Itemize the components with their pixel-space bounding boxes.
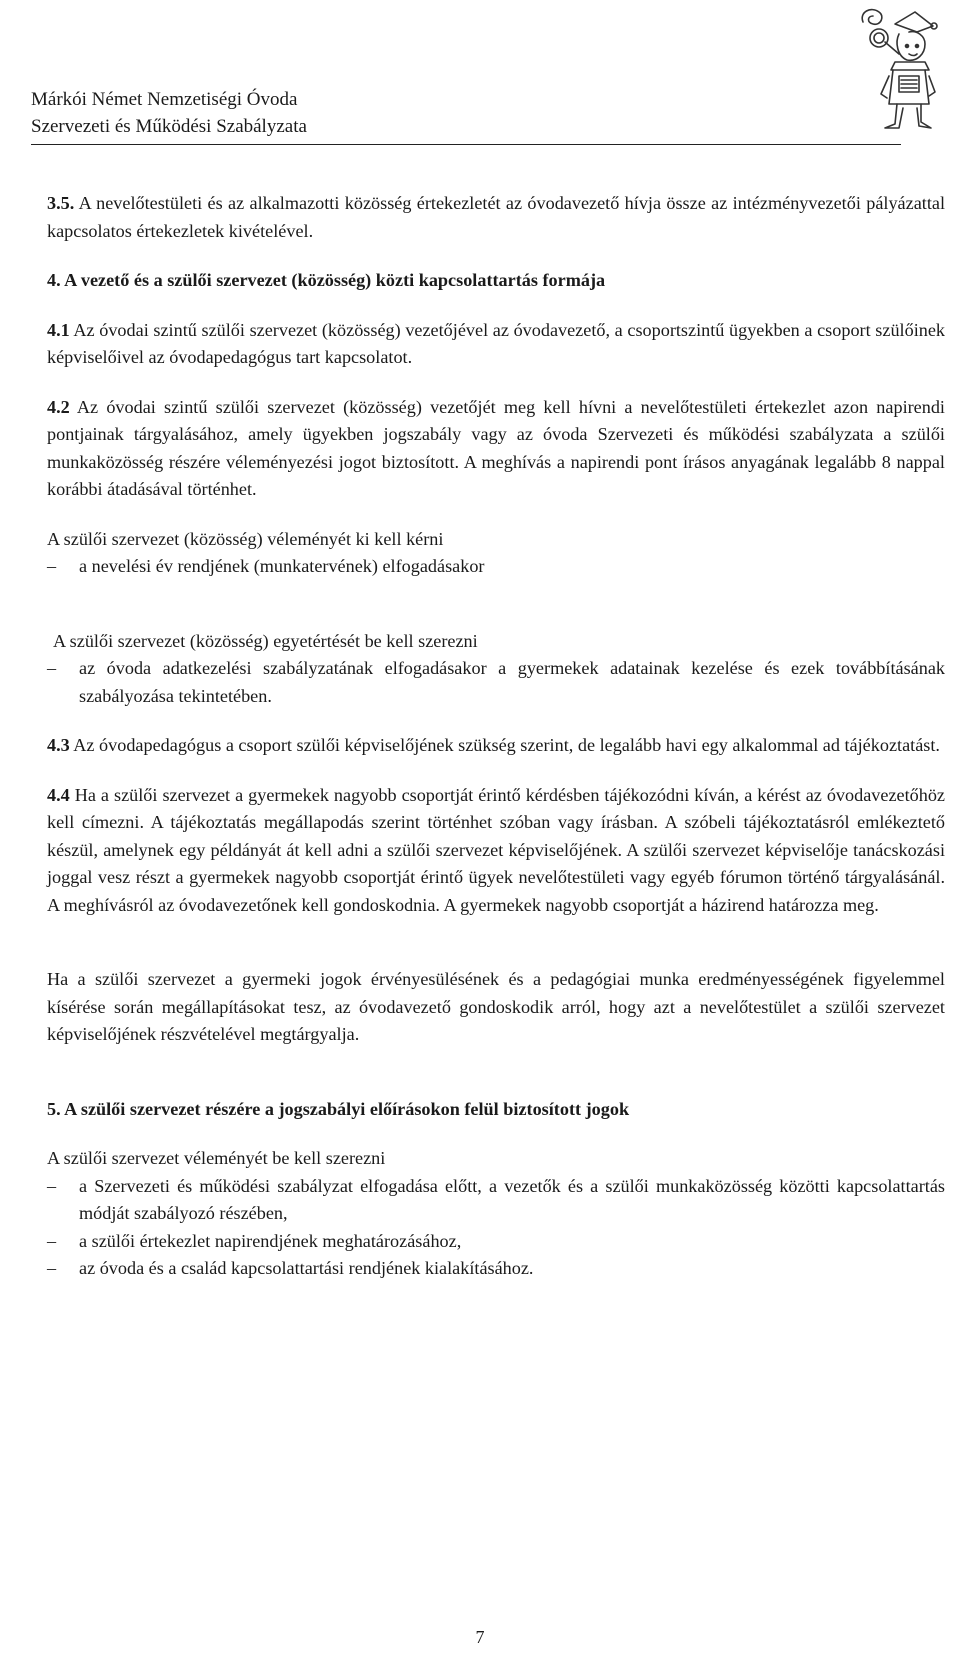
document-body [47, 190, 945, 1283]
section-text: Az óvodapedagógus a csoport szülői képviselőjének szükség szerint, de legalább havi egy alkalommal ad tájékoztatást. [73, 735, 940, 755]
section-5-heading: 5. A szülői szervezet részére a jogszabályi előírásokon felül biztosított jogok [47, 1098, 630, 1119]
section-text: Ha a szülői szervezet a gyermekek nagyobb csoportját érintő kérdésben tájékozódni kíván, a kérést az óvodavezetőhöz kell címezni. A tájékoztatás megállapodás szerint történhet szóban vagy írásban. A szóbeli tájékoztatásról emlékeztető készül, amelynek egy példányát át kell adni a szülői szervezet képviselőjének. A szülői szervezet képviselője tanácskozási joggal vesz részt a gyermekek nagyobb csoportját érintő ügyek nevelőtestületi vagy egyéb fórumon történő tárgyalásánál. A meghívásról az óvodavezetőnek kell gondoskodnia. A gyermekek nagyobb csoportját a házirend határozza meg. [47, 784, 945, 915]
list-item-text: az óvoda adatkezelési szabályzatának elfogadásakor a gyermekek adatainak kezelése és ezek továbbításának szabályozása tekintetében. [79, 658, 945, 706]
section-number: 4.2 [47, 396, 70, 417]
document-header [31, 86, 901, 140]
section-number: 4.1 [47, 319, 70, 340]
list-item [47, 553, 945, 581]
list-item-text: a szülői értekezlet napirendjének meghatározásához, [79, 1230, 462, 1251]
opinion-intro: A szülői szervezet (közösség) véleményét ki kell kérni [47, 528, 444, 549]
list-dash: – [47, 1230, 57, 1251]
consent-intro: A szülői szervezet (közösség) egyetértését be kell szerezni [53, 630, 478, 651]
list-item [47, 655, 945, 710]
section-4-2 [47, 394, 945, 504]
section-4-4 [47, 782, 945, 920]
list-dash: – [47, 1175, 57, 1196]
section-4-1 [47, 317, 945, 372]
list-item-text: a Szervezeti és működési szabályzat elfogadása előtt, a vezetők és a szülői munkaközösség közötti kapcsolattartás módját szabályozó részében, [79, 1175, 945, 1223]
list-dash: – [47, 556, 57, 576]
section-number: 4.3 [47, 735, 70, 755]
section-3-5 [47, 190, 945, 245]
section-5-intro: A szülői szervezet véleményét be kell szerezni [47, 1148, 386, 1168]
section-text: Az óvodai szintű szülői szervezet (közösség) vezetőjét meg kell hívni a nevelőtestületi értekezlet azon napirendi pontjainak tárgyalásához, amely ügyekben jogszabály vagy az óvoda Szervezeti és működési szabályzata a szülői munkaközösség részére véleményezési jogot biztosított. A meghívás a napirendi pont írásos anyagának legalább 8 nappal korábbi átadásával történhet. [47, 396, 945, 499]
list-item-text: az óvoda és a család kapcsolattartási rendjének kialakításához. [79, 1258, 534, 1278]
section-text: A nevelőtestületi és az alkalmazotti közösség értekezletét az óvodavezető hívja össze az intézményvezetői pályázattal kapcsolatos értekezletek kivételével. [47, 193, 945, 241]
institution-name: Márkói Német Nemzetiségi Óvoda [31, 89, 298, 110]
document-title: Szervezeti és Működési Szabályzata [31, 116, 307, 137]
section-4-3 [47, 732, 945, 760]
section-4-heading: 4. A vezető és a szülői szervezet (közösség) közti kapcsolattartás formája [47, 270, 606, 290]
list-item [47, 1255, 945, 1283]
list-item-text: a nevelési év rendjének (munkatervének) elfogadásakor [79, 556, 485, 576]
section-number: 3.5. [47, 193, 75, 213]
page-number: 7 [475, 1627, 485, 1647]
list-dash: – [47, 1258, 57, 1278]
list-item [47, 1173, 945, 1228]
section-number: 4.4 [47, 784, 70, 805]
list-item [47, 1228, 945, 1256]
header-divider [31, 144, 901, 145]
list-dash: – [47, 658, 57, 678]
rights-paragraph: Ha a szülői szervezet a gyermeki jogok érvényesülésének és a pedagógiai munka eredményességének figyelemmel kísérése során megállapításokat tesz, az óvodavezető gondoskodik arról, hogy azt a nevelőtestület a szülői szervezet képviselőjének részvételével megtárgyalja. [47, 969, 945, 1044]
section-text: Az óvodai szintű szülői szervezet (közösség) vezetőjével az óvodavezető, a csoportszintű ügyekben a csoport szülőinek képviselőivel az óvodapedagógus tart kapcsolatot. [47, 319, 946, 367]
